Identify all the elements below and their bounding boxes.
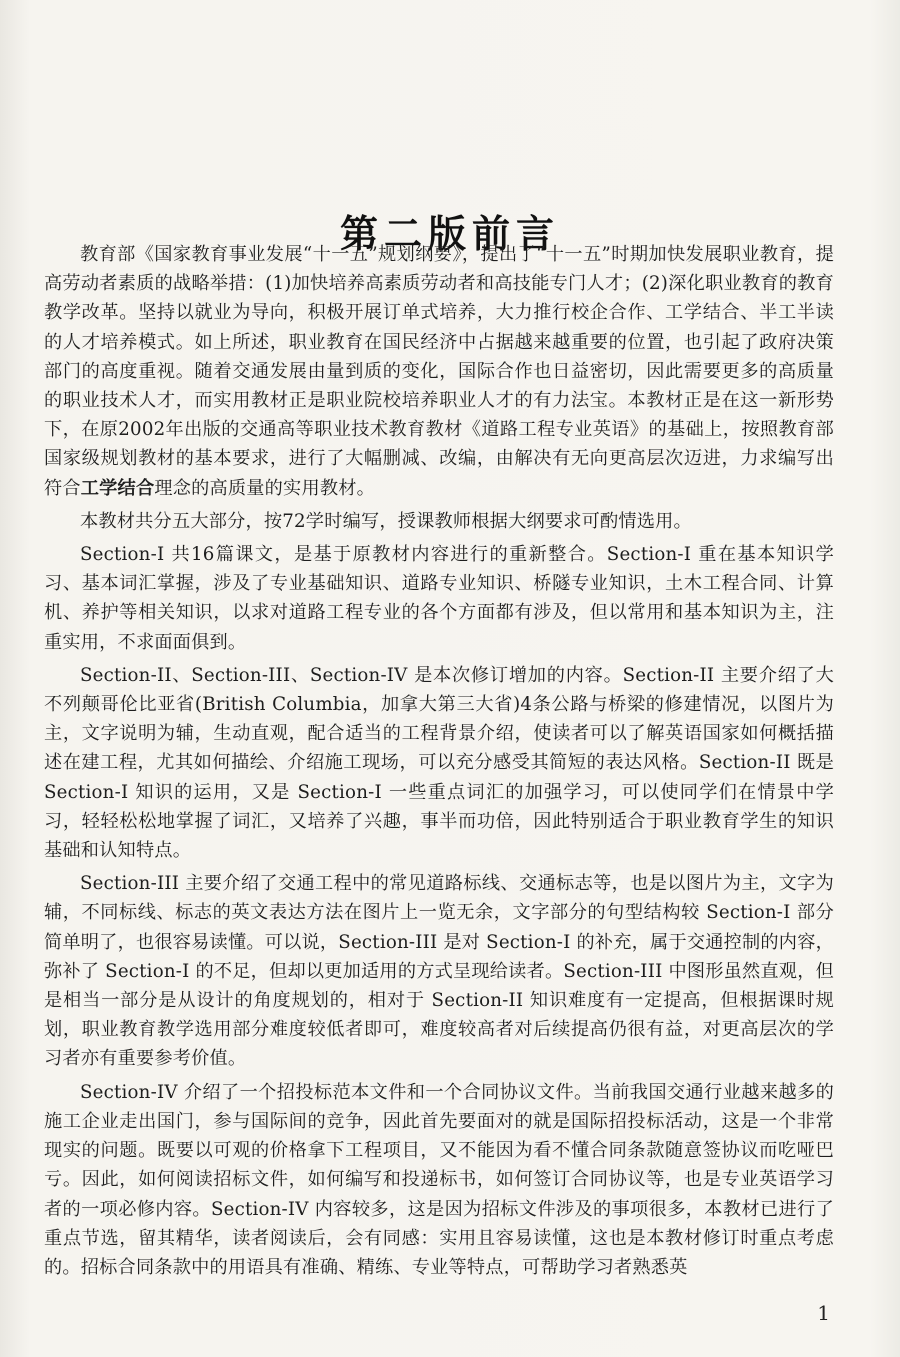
paragraph-text: 本教材共分五大部分，按72学时编写，授课教师根据大纲要求可酌情选用。 bbox=[80, 510, 692, 532]
paragraph-2 bbox=[44, 507, 834, 536]
page-title: 第二版前言 bbox=[339, 211, 560, 257]
paragraph-text: Section-IV 介绍了一个招投标范本文件和一个合同协议文件。当前我国交通行业越来越多的施工企业走出国门，参与国际间的竞争，因此首先要面对的就是国际招投标活动，这是一个非常现实的问题。既要以可观的价格拿下工程项目，又不能因为看不懂合同条款随意签协议而吃哑巴亏。因此，如何阅读招标文件，如何编写和投递标书，如何签订合同协议等，也是专业英语学习者的一项必修内容。Section-IV 内容较多，这是因为招标文件涉及的事项很多，本教材已进行了重点节选，留其精华，读者阅读后，会有同感：实用且容易读懂，这也是本教材修订时重点考虑的。招标合同条款中的用语具有准确、精练、专业等特点，可帮助学习者熟悉英 bbox=[44, 1081, 834, 1278]
emphasis-text: 工学结合 bbox=[80, 477, 155, 499]
paragraph-text: 理念的高质量的实用教材。 bbox=[154, 477, 375, 499]
paragraph-text: Section-I 共16篇课文，是基于原教材内容进行的重新整合。Section-I 重在基本知识学习、基本词汇掌握，涉及了专业基础知识、道路专业知识、桥隧专业知识，土木工程合同、计算机、养护等相关知识，以求对道路工程专业的各个方面都有涉及，但以常用和基本知识为主，注重实用，不求面面俱到。 bbox=[44, 544, 834, 653]
paragraph-4 bbox=[44, 661, 834, 865]
paragraph-5 bbox=[44, 869, 834, 1073]
paragraph-text: Section-II、Section-III、Section-IV 是本次修订增加的内容。Section-II 主要介绍了大不列颠哥伦比亚省(British Columbia，加拿大第三大省)4条公路与桥梁的修建情况，以图片为主，文字说明为辅，生动直观，配合适当的工程背景介绍，使读者可以了解英语国家如何概括描述在建工程，尤其如何描绘、介绍施工现场，可以充分感受其简短的表达风格。Section-II 既是 Section-I 知识的运用，又是 Section-I 一些重点词汇的加强学习，可以使同学们在情景中学习，轻轻松松地掌握了词汇，又培养了兴趣，事半而功倍，因此特别适合于职业教育学生的知识基础和认知特点。 bbox=[44, 664, 834, 862]
paragraph-text: Section-III 主要介绍了交通工程中的常见道路标线、交通标志等，也是以图片为主，文字为辅，不同标线、标志的英文表达方法在图片上一览无余，文字部分的句型结构较 Section-I 部分简单明了，也很容易读懂。可以说，Section-III 是对 Section-I 的补充，属于交通控制的内容，弥补了 Section-I 的不足，但却以更加适用的方式呈现给读者。Section-III 中图形虽然直观，但是相当一部分是从设计的角度规划的，相对于 Section-II 知识难度有一定提高，但根据课时规划，职业教育教学选用部分难度较低者即可，难度较高者对后续提高仍很有益，对更高层次的学习者亦有重要参考价值。 bbox=[44, 873, 834, 1070]
paragraph-text: 教育部《国家教育事业发展“十一五”规划纲要》，提出了“十一五”时期加快发展职业教育，提高劳动者素质的战略举措：(1)加快培养高素质劳动者和高技能专门人才；(2)深化职业教育的教育教学改革。坚持以就业为导向，积极开展订单式培养，大力推行校企合作、工学结合、半工半读的人才培养模式。如上所述，职业教育在国民经济中占据越来越重要的位置，也引起了政府决策部门的高度重视。随着交通发展由量到质的变化，国际合作也日益密切，因此需要更多的高质量的职业技术人才，而实用教材正是职业院校培养职业人才的有力法宝。本教材正是在这一新形势下，在原2002年出版的交通高等职业技术教育教材《道路工程专业英语》的基础上，按照教育部国家级规划教材的基本要求，进行了大幅删减、改编，由解决有无向更高层次迈进，力求编写出符合 bbox=[44, 244, 834, 499]
paragraph-6 bbox=[44, 1078, 834, 1282]
page-number: 1 bbox=[817, 1301, 830, 1325]
preface-body bbox=[44, 240, 834, 1286]
show-through-text-decoration bbox=[110, 96, 870, 124]
paragraph-1 bbox=[44, 240, 834, 503]
paragraph-3 bbox=[44, 540, 834, 657]
